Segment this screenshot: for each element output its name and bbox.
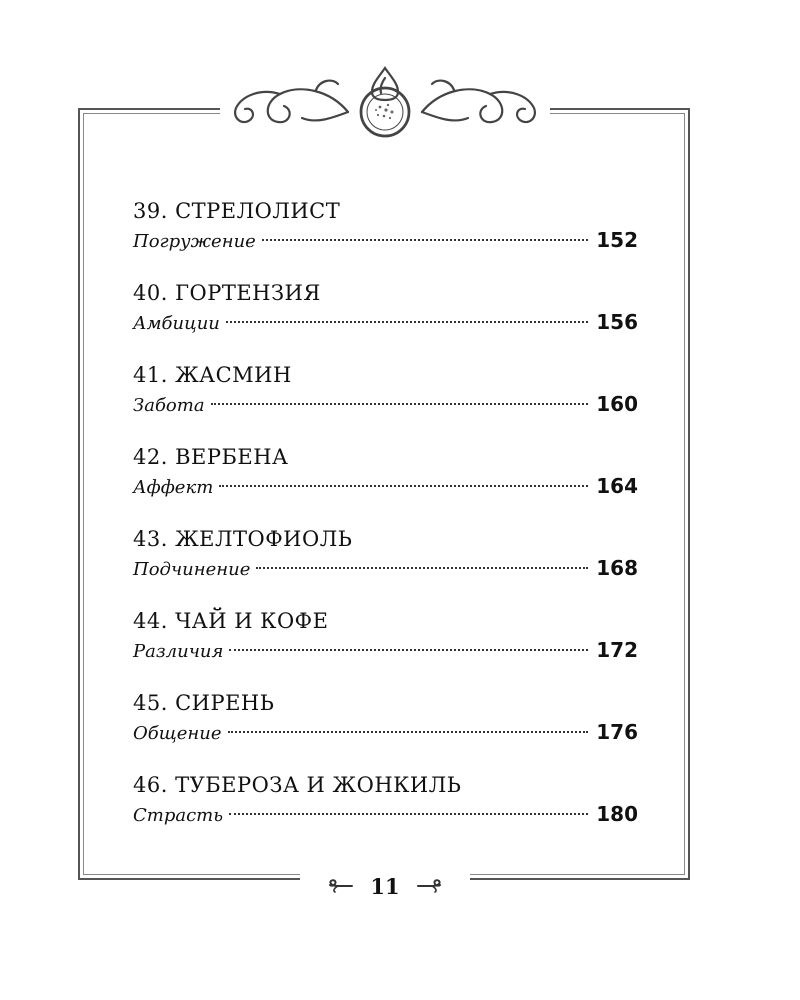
entry-subtitle: Забота — [133, 395, 205, 416]
entry-line — [133, 554, 638, 582]
entry-title: 40. ГОРТЕНЗИЯ — [133, 281, 321, 305]
entry-page-number: 168 — [596, 556, 638, 580]
entry-subtitle: Амбиции — [133, 313, 220, 334]
scroll-right-icon — [416, 878, 444, 894]
flourish-ornament-icon — [220, 60, 550, 140]
entry-title: 42. ВЕРБЕНА — [133, 445, 289, 469]
entry-page-number: 172 — [596, 638, 638, 662]
entry-line — [133, 718, 638, 746]
dot-leader — [226, 321, 588, 323]
dot-leader — [262, 239, 588, 241]
entry-title: 46. ТУБЕРОЗА И ЖОНКИЛЬ — [133, 773, 462, 797]
toc-entry — [133, 524, 638, 606]
entry-page-number: 156 — [596, 310, 638, 334]
entry-page-number: 176 — [596, 720, 638, 744]
toc-entry — [133, 278, 638, 360]
entry-subtitle: Различия — [133, 641, 224, 662]
toc-entry — [133, 770, 638, 852]
scroll-left-icon — [326, 878, 354, 894]
dot-leader — [211, 403, 589, 405]
toc-entry — [133, 196, 638, 278]
entry-line — [133, 472, 638, 500]
entry-page-number: 180 — [596, 802, 638, 826]
entry-line — [133, 636, 638, 664]
table-of-contents — [133, 196, 638, 852]
entry-page-number: 160 — [596, 392, 638, 416]
entry-title: 39. СТРЕЛОЛИСТ — [133, 199, 341, 223]
entry-line — [133, 226, 638, 254]
dot-leader — [229, 649, 588, 651]
entry-line — [133, 390, 638, 418]
entry-subtitle: Аффект — [133, 477, 214, 498]
entry-line — [133, 308, 638, 336]
entry-page-number: 164 — [596, 474, 638, 498]
entry-subtitle: Погружение — [133, 231, 256, 252]
page-number: 11 — [370, 873, 400, 899]
page-footer — [300, 866, 470, 906]
entry-page-number: 152 — [596, 228, 638, 252]
entry-line — [133, 800, 638, 828]
entry-title: 41. ЖАСМИН — [133, 363, 292, 387]
toc-entry — [133, 360, 638, 442]
entry-title: 44. ЧАЙ И КОФЕ — [133, 609, 329, 633]
toc-entry — [133, 606, 638, 688]
dot-leader — [229, 813, 588, 815]
entry-subtitle: Общение — [133, 723, 222, 744]
entry-subtitle: Подчинение — [133, 559, 251, 580]
entry-subtitle: Страсть — [133, 805, 224, 826]
toc-entry — [133, 442, 638, 524]
dot-leader — [228, 731, 589, 733]
dot-leader — [256, 567, 588, 569]
entry-title: 43. ЖЕЛТОФИОЛЬ — [133, 527, 353, 551]
entry-title: 45. СИРЕНЬ — [133, 691, 275, 715]
toc-entry — [133, 688, 638, 770]
dot-leader — [219, 485, 588, 487]
